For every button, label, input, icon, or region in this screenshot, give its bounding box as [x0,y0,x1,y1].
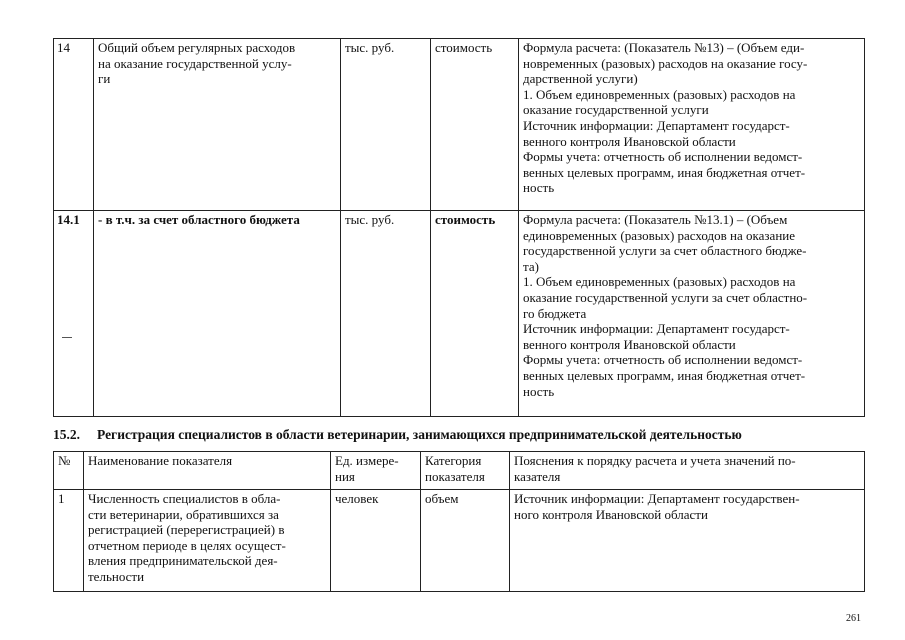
unit: человек [331,490,421,592]
notes: Формула расчета: (Показатель №13.1) – (Объем единовременных (разовых) расходов на оказание государственной услуги за счет областного бюдже- та) 1. Объем единовременных (разовых) расходов на оказание государственной услуги за счет областно- го бюджета Источник информации: Департамент государст- венного контроля Ивановской области Формы учета: отчетность об исполнении ведомст- венных целевых программ, иная бюджетная отчет- ность [519,211,865,417]
category: объем [421,490,510,592]
scan-mark [62,337,72,338]
row-number: 14.1 [54,211,94,417]
category: стоимость [431,211,519,417]
section-number: 15.2. [53,427,80,442]
table-header-row [54,452,865,490]
unit: тыс. руб. [341,39,431,211]
header-category: Категория показателя [421,452,510,490]
indicator-name: Численность специалистов в обла- сти ветеринарии, обратившихся за регистрацией (перерегистрацией) в отчетном периоде в целях осущест- вления предпринимательской дея- тельности [84,490,331,592]
header-num: № [54,452,84,490]
table-row [54,39,865,211]
section-heading [53,427,742,443]
indicator-name: Общий объем регулярных расходов на оказание государственной услу- ги [94,39,341,211]
page-number: 261 [846,613,861,624]
table-row [54,490,865,592]
category: стоимость [431,39,519,211]
notes: Источник информации: Департамент государствен- ного контроля Ивановской области [510,490,865,592]
table-row [54,211,865,417]
section-title: Регистрация специалистов в области ветеринарии, занимающихся предпринимательской деятельностью [97,427,742,442]
header-notes: Пояснения к порядку расчета и учета значений по- казателя [510,452,865,490]
header-name: Наименование показателя [84,452,331,490]
indicators-table-continued [53,38,865,417]
header-unit: Ед. измере- ния [331,452,421,490]
unit: тыс. руб. [341,211,431,417]
indicators-table [53,451,865,592]
indicator-name: - в т.ч. за счет областного бюджета [94,211,341,417]
notes: Формула расчета: (Показатель №13) – (Объем еди- новременных (разовых) расходов на оказание госу- дарственной услуги) 1. Объем единовременных (разовых) расходов на оказание государственной услуги Источник информации: Департамент государст- венного контроля Ивановской области Формы учета: отчетность об исполнении ведомст- венных целевых программ, иная бюджетная отчет- ность [519,39,865,211]
row-number: 14 [54,39,94,211]
row-number: 1 [54,490,84,592]
